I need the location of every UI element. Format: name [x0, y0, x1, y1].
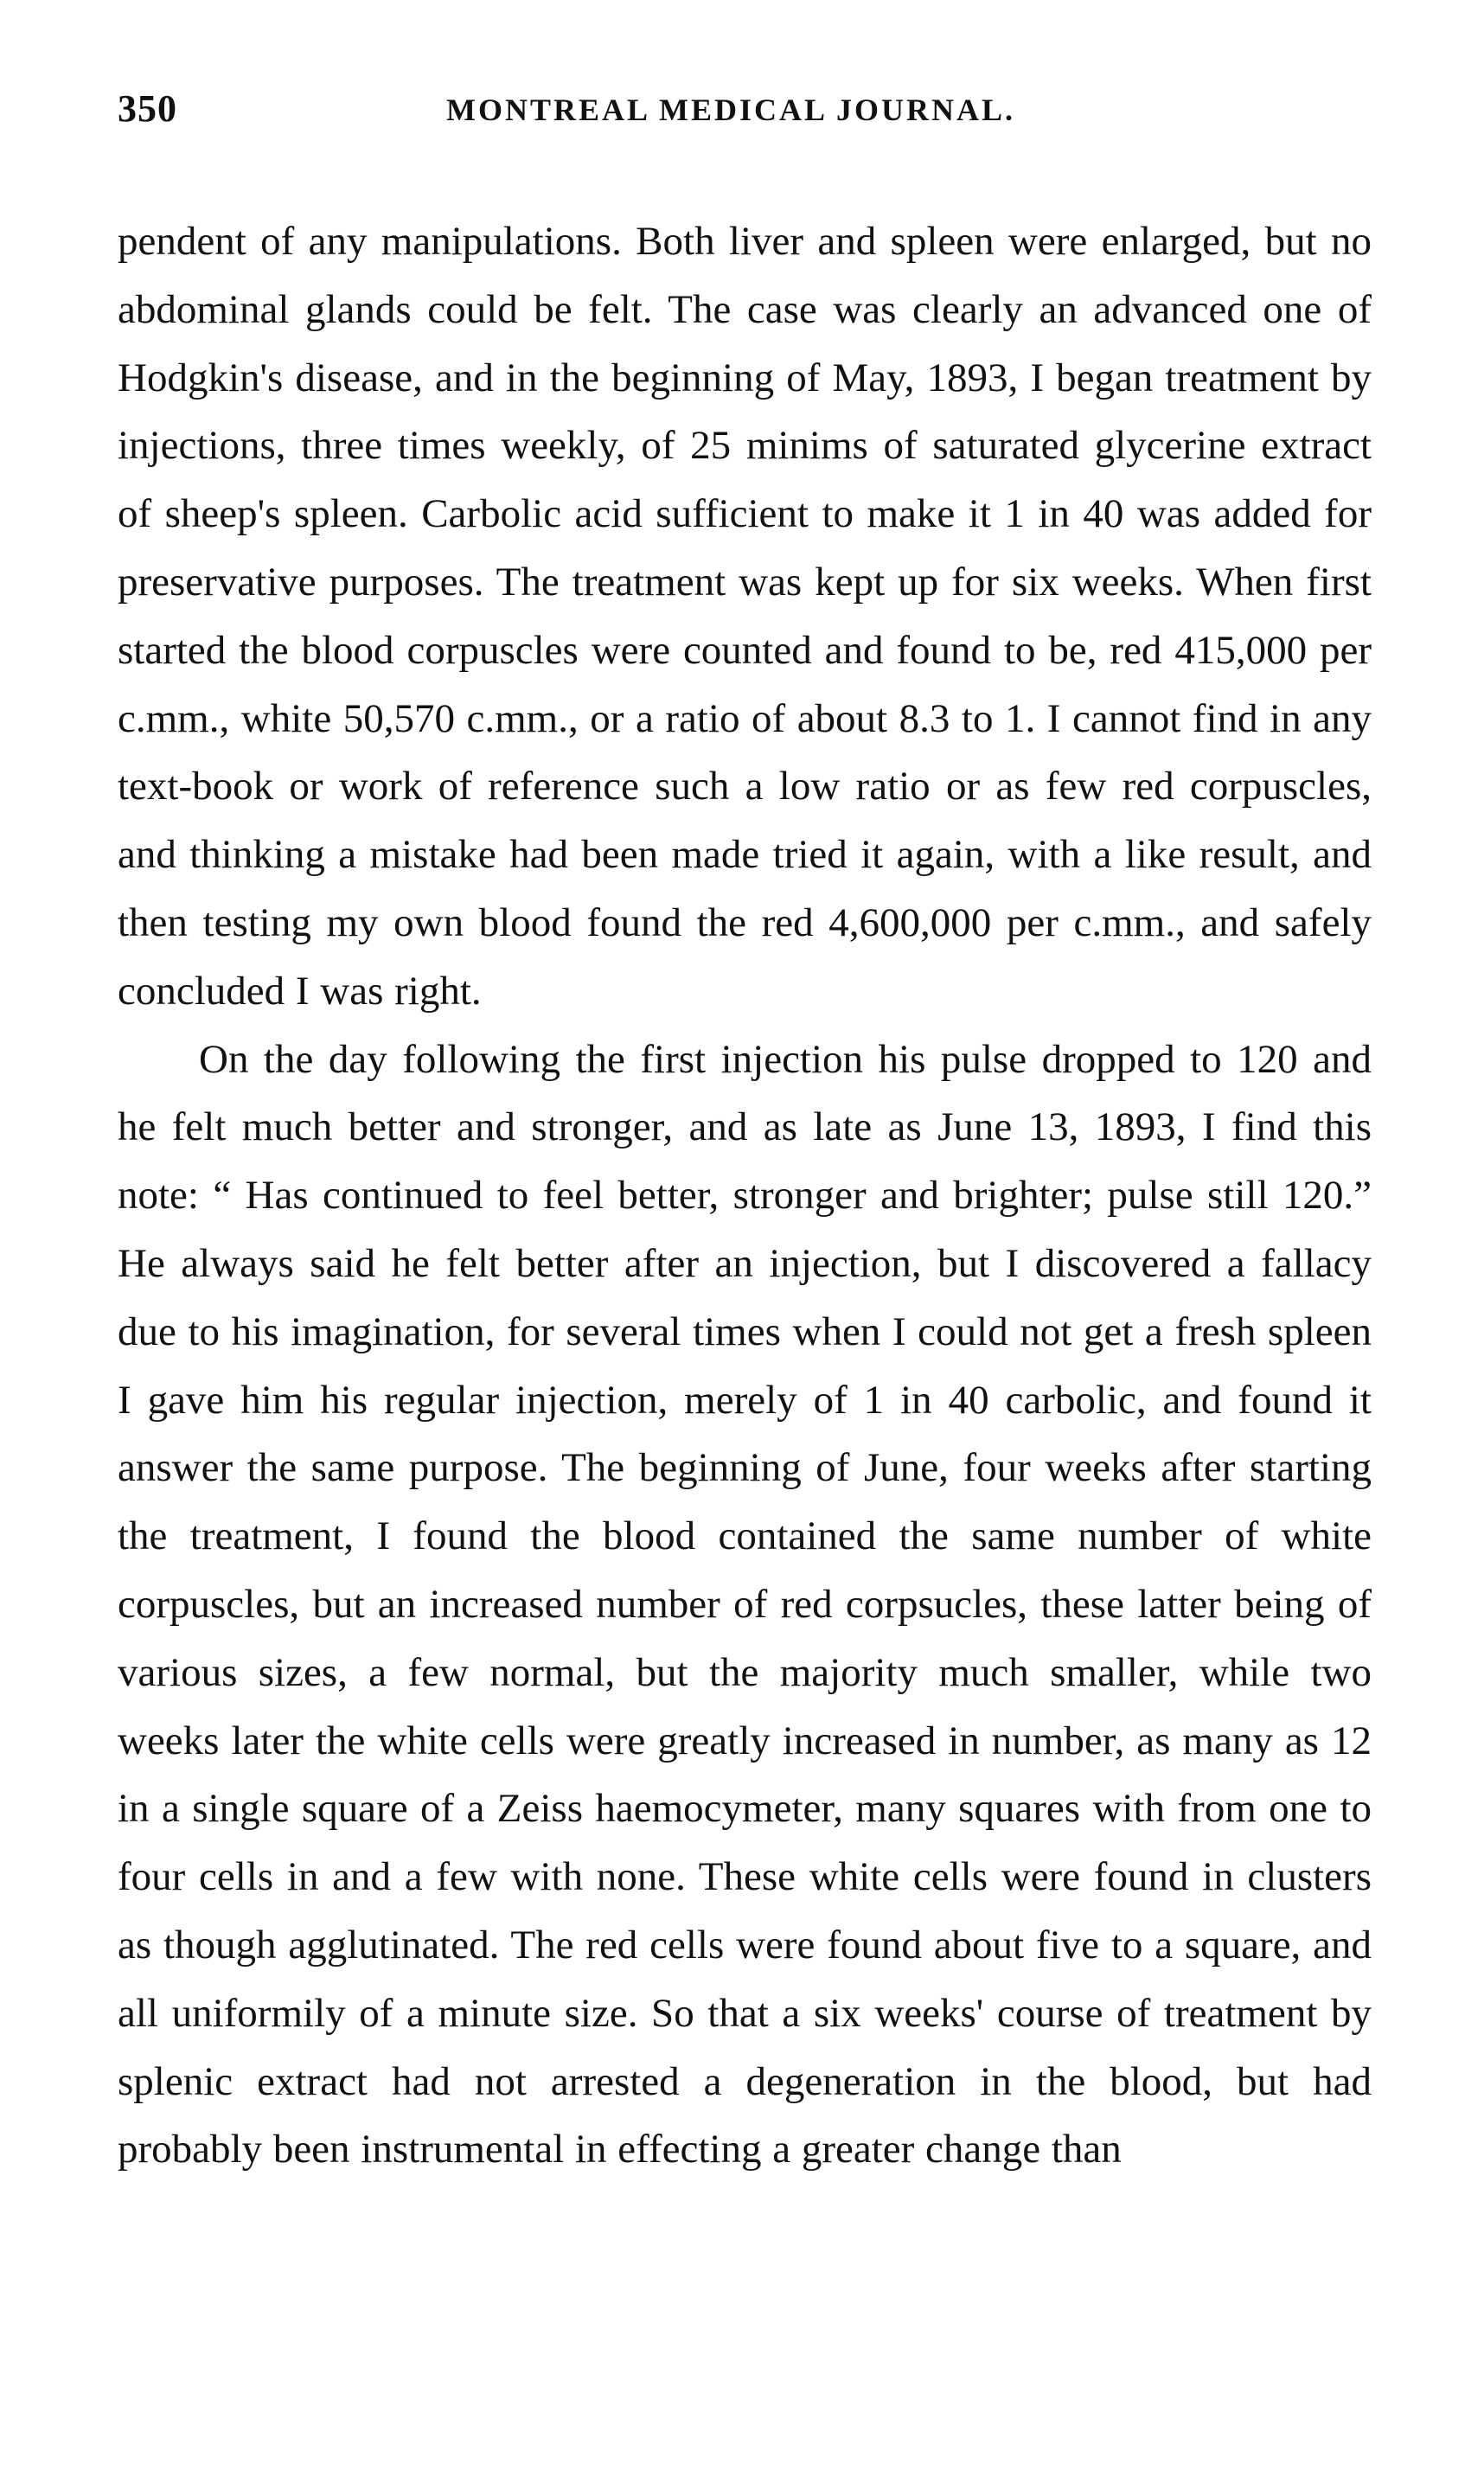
article-body	[118, 208, 1372, 2184]
running-title: MONTREAL MEDICAL JOURNAL.	[446, 93, 1016, 127]
paragraph: On the day following the first injection his pulse dropped to 120 and he felt much better and stronger, and as late as June 13, 1893, I find this note: “ Has continued to feel better, stronger and brighter; pulse still 120.” He always said he felt better after an injection, but I discovered a fallacy due to his imagination, for several times when I could not get a fresh spleen I gave him his regular injection, merely of 1 in 40 carbolic, and found it answer the same purpose. The beginning of June, four weeks after starting the treatment, I found the blood contained the same number of white corpuscles, but an increased number of red corpsucles, these latter being of various sizes, a few normal, but the majority much smaller, while two weeks later the white cells were greatly increased in number, as many as 12 in a single square of a Zeiss haemocymeter, many squares with from one to four cells in and a few with none. These white cells were found in clusters as though agglutinated. The red cells were found about five to a square, and all uniformily of a minute size. So that a six weeks' course of treatment by splenic extract had not arrested a degeneration in the blood, but had probably been instrumental in effecting a greater change than	[118, 1036, 1372, 2172]
paragraph: pendent of any manipulations. Both liver and spleen were enlarged, but no abdominal glands could be felt. The case was clearly an advanced one of Hodgkin's disease, and in the beginning of May, 1893, I began treatment by injections, three times weekly, of 25 minims of saturated glycerine extract of sheep's spleen. Carbolic acid sufficient to make it 1 in 40 was added for preservative purposes. The treatment was kept up for six weeks. When first started the blood corpuscles were counted and found to be, red 415,000 per c.mm., white 50,570 c.mm., or a ratio of about 8.3 to 1. I cannot find in any text-book or work of reference such a low ratio or as few red corpuscles, and thinking a mistake had been made tried it again, with a like result, and then testing my own blood found the red 4,600,000 per c.mm., and safely concluded I was right.	[118, 219, 1372, 1014]
page-header	[118, 86, 1372, 156]
journal-page	[118, 86, 1372, 2184]
page-number: 350	[118, 87, 177, 130]
